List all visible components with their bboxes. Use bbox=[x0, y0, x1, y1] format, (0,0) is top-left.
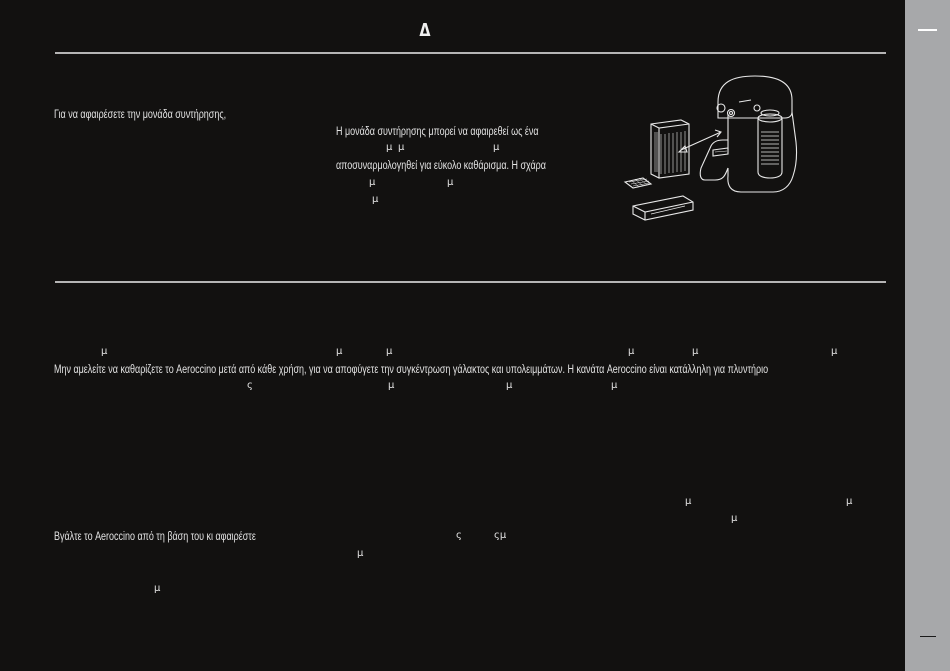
text-fragment: ς bbox=[456, 530, 462, 541]
text-fragment: μ bbox=[154, 583, 161, 594]
text-fragment: μ bbox=[831, 346, 838, 357]
coffee-machine-maintenance-unit-illustration bbox=[615, 72, 805, 228]
page-heading: Δ bbox=[419, 20, 431, 41]
text-fragment: μ bbox=[357, 548, 364, 559]
section1-intro: Για να αφαιρέσετε την μονάδα συντήρησης, bbox=[54, 109, 227, 121]
text-fragment: ςμ bbox=[494, 530, 507, 541]
side-tab-marker-bottom bbox=[920, 636, 936, 637]
side-tab-marker-top bbox=[918, 29, 937, 31]
text-fragment: μ bbox=[101, 346, 108, 357]
text-fragment: μ bbox=[447, 177, 454, 188]
section-divider-middle bbox=[55, 281, 886, 283]
text-fragment: μ bbox=[386, 346, 393, 357]
text-fragment: μ bbox=[493, 142, 500, 153]
section2-line: Μην αμελείτε να καθαρίζετε το Aeroccino μετά από κάθε χρήση, για να αποφύγετε την συγκέντρωση γάλακτος και υπολειμμάτων. Η κανάτα Aeroccino είναι κατάλληλη για πλυντήριο bbox=[54, 364, 769, 376]
text-fragment: μ bbox=[398, 142, 405, 153]
section1-line-1: Η μονάδα συντήρησης μπορεί να αφαιρεθεί ως ένα bbox=[336, 126, 539, 138]
text-fragment: μ bbox=[692, 346, 699, 357]
text-fragment: μ bbox=[388, 380, 395, 391]
text-fragment: μ bbox=[386, 142, 393, 153]
text-fragment: μ bbox=[506, 380, 513, 391]
text-fragment: μ bbox=[685, 496, 692, 507]
section1-line-2: αποσυναρμολογηθεί για εύκολο καθάρισμα. Η σχάρα bbox=[336, 160, 546, 172]
text-fragment: μ bbox=[628, 346, 635, 357]
text-fragment: μ bbox=[731, 513, 738, 524]
text-fragment: μ bbox=[372, 194, 379, 205]
text-fragment: ς bbox=[247, 380, 253, 391]
side-tab-strip bbox=[905, 0, 950, 671]
text-fragment: μ bbox=[611, 380, 618, 391]
section-divider-top bbox=[55, 52, 886, 54]
text-fragment: μ bbox=[846, 496, 853, 507]
section3-line: Βγάλτε το Aeroccino από τη βάση του κι αφαιρέστε bbox=[54, 531, 256, 543]
text-fragment: μ bbox=[336, 346, 343, 357]
text-fragment: μ bbox=[369, 177, 376, 188]
